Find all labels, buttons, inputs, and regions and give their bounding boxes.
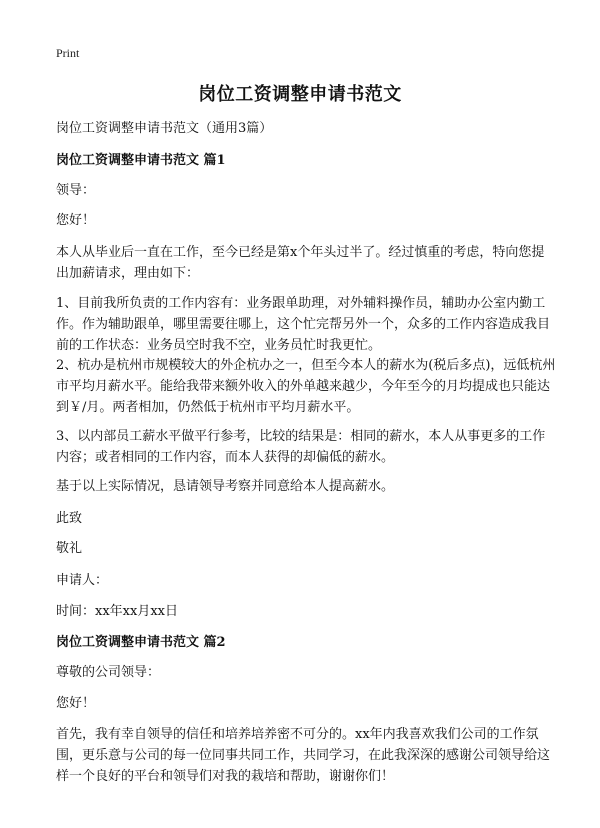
section-1-greeting: 领导： [56,183,96,198]
section-2-hello: 您好！ [56,696,96,711]
print-label[interactable]: Print [56,46,80,60]
section-1-heading: 岗位工资调整申请书范文 篇1 [56,153,226,168]
section-2-paragraph-1: 首先，我有幸自领导的信任和培养培养密不可分的。xx年内我喜欢我们公司的工作氛围，更乐意与公司的每一位同事共同工作，共同学习，在此我深深的感谢公司领导给这样一个良好的平台和领导们对我的栽培和帮助，谢谢你们！ [56,727,551,784]
section-1-closing-1: 此致 [56,511,83,526]
section-1-paragraph-3: 2、杭办是杭州市规模较大的外企杭办之一，但至今本人的薪水为(税后多点)，远低杭州市平均月薪水平。能给我带来额外收入的外单越来越少，今年至今的月均提成也只能达到￥/月。两者相加，仍然低于杭州市平均月薪水平。 [56,358,556,415]
section-1-hello: 您好！ [56,213,96,228]
section-1-paragraph-4: 3、以内部员工薪水平做平行参考，比较的结果是：相同的薪水，本人从事更多的工作内容；或者相同的工作内容，而本人获得的却偏低的薪水。 [56,429,546,465]
section-2-greeting: 尊敬的公司领导： [56,665,161,680]
section-1-closing-2: 敬礼 [56,541,83,556]
page-title: 岗位工资调整申请书范文 [198,84,402,105]
section-1-time: 时间：xx年xx月xx日 [56,604,178,619]
section-1-applicant: 申请人： [56,573,109,588]
document-subtitle: 岗位工资调整申请书范文（通用3篇） [56,121,273,136]
section-1-paragraph-1: 本人从毕业后一直在工作，至今已经是第x个年头过半了。经过慎重的考虑，特向您提出加薪请求，理由如下： [56,245,545,281]
section-2-heading: 岗位工资调整申请书范文 篇2 [56,635,226,650]
section-1-paragraph-5: 基于以上实际情况，恳请领导考察并同意给本人提高薪水。 [56,479,395,494]
section-1-paragraph-2: 1、目前我所负责的工作内容有：业务跟单助理，对外辅料操作员，辅助办公室内勤工作。作为辅助跟单，哪里需要往哪上，这个忙完帮另外一个，众多的工作内容造成我目前的工作状态：业务员空时我不空，业务员忙时我更忙。 [56,296,551,353]
